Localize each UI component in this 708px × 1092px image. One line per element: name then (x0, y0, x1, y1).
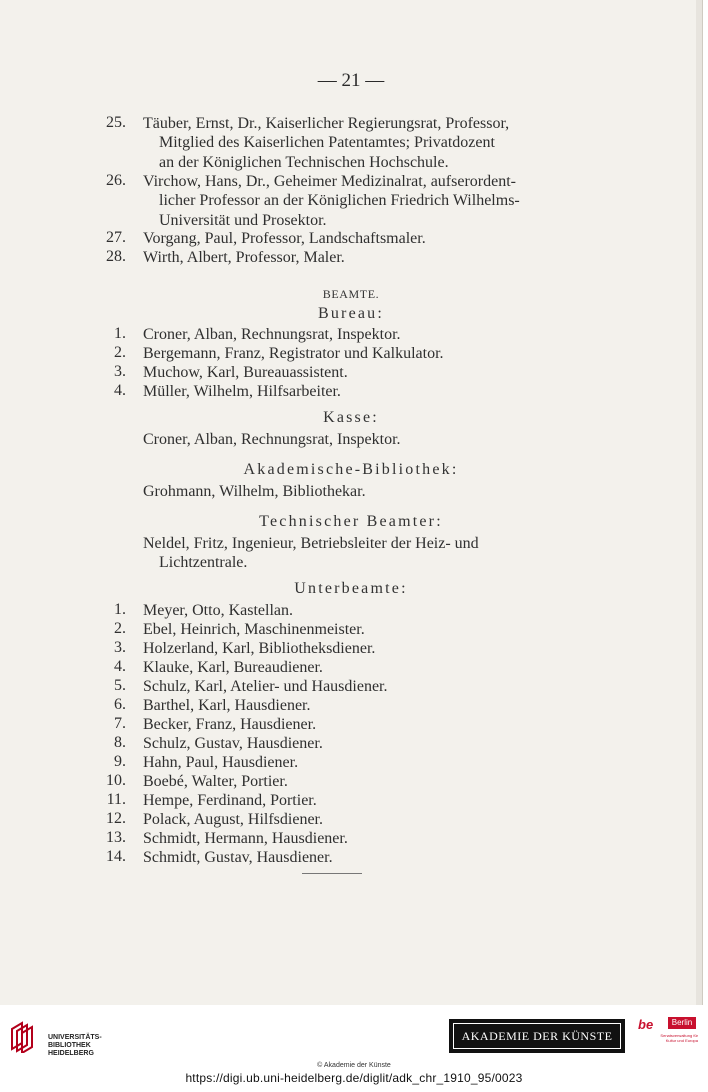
entry-text: Täuber, Ernst, Dr., Kaiserlicher Regierungsrat, Professor, Mitglied des Kaiserlichen Patentamtes; Privatdozent an der Königlichen Technischen Hochschule. (143, 115, 510, 171)
permalink-url[interactable]: https://digi.ub.uni-heidelberg.de/diglit/adk_chr_1910_95/0023 (185, 1071, 523, 1085)
entry-text: Müller, Wilhelm, Hilfsarbeiter. (143, 383, 341, 400)
entry-text: Schulz, Gustav, Hausdiener. (143, 735, 323, 752)
entry-number: 14. (106, 848, 126, 865)
list-item (100, 791, 566, 810)
entry-text: Schmidt, Hermann, Hausdiener. (143, 830, 348, 847)
entry-text: Virchow, Hans, Dr., Geheimer Medizinalrat, aufserordent- licher Professor an der Königlichen Friedrich Wilhelms- Universität und Prosektor. (143, 173, 520, 229)
closing-rule (302, 873, 362, 874)
entry-text: Schmidt, Gustav, Hausdiener. (143, 849, 333, 866)
entry-number: 27. (106, 229, 126, 246)
list-item (100, 639, 566, 658)
list-item (100, 829, 566, 848)
entry-text: Meyer, Otto, Kastellan. (143, 602, 293, 619)
section-heading-beamte: BEAMTE. (322, 287, 380, 301)
list-item (100, 325, 566, 344)
entry-text: Ebel, Heinrich, Maschinenmeister. (143, 621, 365, 638)
entry-number: 28. (106, 248, 126, 265)
bemim-berlin-logo[interactable]: be Berlin Senatsverwaltung für Kultur und Europa (638, 1017, 698, 1043)
entry-number: 4. (114, 658, 126, 675)
entry-number: 26. (106, 172, 126, 189)
list-item (100, 482, 566, 501)
entry-number: 1. (114, 601, 126, 618)
entry-text: Becker, Franz, Hausdiener. (143, 716, 317, 733)
copyright-credit: © Akademie der Künste (317, 1062, 391, 1069)
list-item (100, 363, 566, 382)
entry-text: Barthel, Karl, Hausdiener. (143, 697, 311, 714)
entry-text: Croner, Alban, Rechnungsrat, Inspektor. (143, 431, 401, 448)
page-number: — 21 — (317, 70, 385, 91)
entry-number: 6. (114, 696, 126, 713)
list-item (100, 172, 566, 230)
entry-text: Polack, August, Hilfsdiener. (143, 811, 323, 828)
list-item (100, 677, 566, 696)
list-item (100, 248, 566, 267)
entry-number: 25. (106, 114, 126, 131)
entry-number: 4. (114, 382, 126, 399)
entry-number: 3. (114, 639, 126, 656)
entry-number: 9. (114, 753, 126, 770)
list-item (100, 382, 566, 401)
entry-text: Holzerland, Karl, Bibliotheksdiener. (143, 640, 376, 657)
entry-text: Wirth, Albert, Professor, Maler. (143, 249, 345, 266)
subheading-technischer-beamter: Technischer Beamter: (259, 513, 443, 530)
entry-number: 7. (114, 715, 126, 732)
library-name: UNIVERSITÄTS- BIBLIOTHEK HEIDELBERG (48, 1034, 102, 1057)
list-item (100, 344, 566, 363)
entry-text: Klauke, Karl, Bureaudiener. (143, 659, 323, 676)
entry-number: 13. (106, 829, 126, 846)
entry-number: 2. (114, 620, 126, 637)
entry-text: Schulz, Karl, Atelier- und Hausdiener. (143, 678, 388, 695)
entry-text: Boebé, Walter, Portier. (143, 773, 288, 790)
list-item (100, 430, 566, 449)
list-item (100, 601, 566, 620)
akademie-der-kuenste-logo[interactable]: AKADEMIE DER KÜNSTE (449, 1019, 625, 1053)
page-edge (696, 0, 702, 1005)
entry-text: Grohmann, Wilhelm, Bibliothekar. (143, 483, 366, 500)
viewer-footer (0, 1005, 708, 1092)
entry-number: 8. (114, 734, 126, 751)
list-item (100, 114, 566, 172)
entry-number: 10. (106, 772, 126, 789)
entry-text: Croner, Alban, Rechnungsrat, Inspektor. (143, 326, 401, 343)
list-item (100, 753, 566, 772)
subheading-unterbeamte: Unterbeamte: (294, 580, 408, 597)
entry-number: 11. (106, 791, 126, 808)
list-item (100, 229, 566, 248)
entry-text: Hempe, Ferdinand, Portier. (143, 792, 317, 809)
entry-text: Vorgang, Paul, Professor, Landschaftsmaler. (143, 230, 426, 247)
list-item (100, 772, 566, 791)
subheading-bureau: Bureau: (317, 305, 385, 322)
list-item (100, 658, 566, 677)
subheading-kasse: Kasse: (323, 409, 379, 426)
entry-text: Bergemann, Franz, Registrator und Kalkulator. (143, 345, 444, 362)
entry-number: 3. (114, 363, 126, 380)
entry-number: 2. (114, 344, 126, 361)
list-item (100, 810, 566, 829)
entry-number: 12. (106, 810, 126, 827)
list-item (100, 734, 566, 753)
entry-text: Neldel, Fritz, Ingenieur, Betriebsleiter der Heiz- und Lichtzentrale. (143, 535, 479, 572)
entry-text: Hahn, Paul, Hausdiener. (143, 754, 299, 771)
entry-text: Muchow, Karl, Bureauassistent. (143, 364, 348, 381)
list-item (100, 620, 566, 639)
list-item (100, 715, 566, 734)
entry-number: 5. (114, 677, 126, 694)
library-emblem-icon (8, 1019, 36, 1053)
entry-number: 1. (114, 325, 126, 342)
subheading-bibliothek: Akademische-Bibliothek: (243, 461, 459, 478)
list-item (100, 696, 566, 715)
university-library-logo[interactable] (8, 1019, 102, 1057)
list-item (100, 848, 566, 867)
list-item (100, 534, 566, 573)
